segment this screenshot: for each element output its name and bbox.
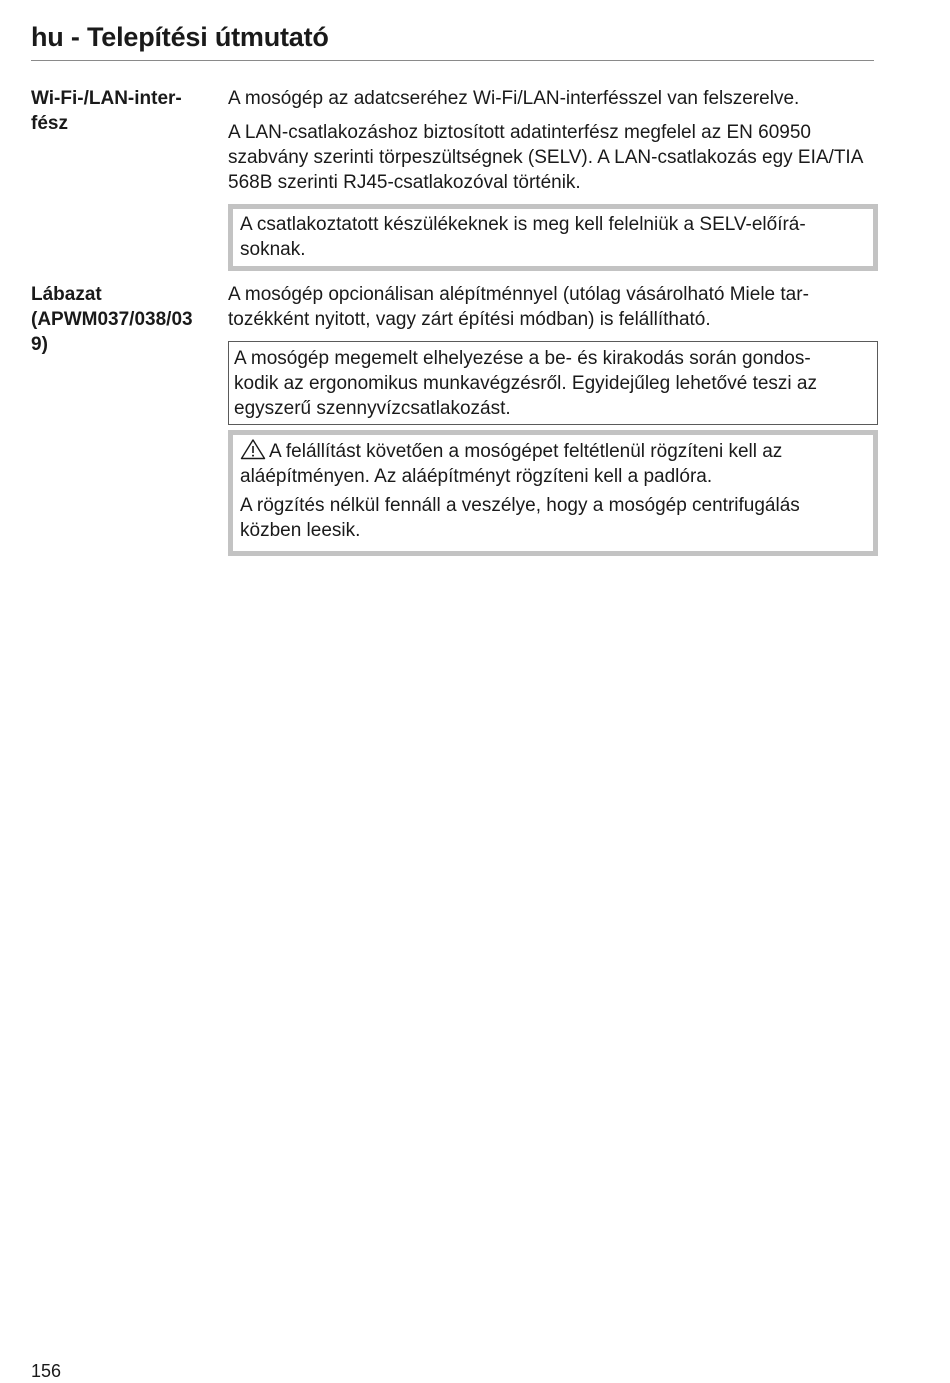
paragraph-substructure: A mosógép opcionálisan alépítménnyel (utólag vásárolható Miele tar- tozékként nyitott, vagy zárt építési módban) is felállítható. [228, 284, 809, 330]
info-box-ergonomics [228, 341, 878, 425]
paragraph-lan-selv: A LAN-csatlakozáshoz biztosított adatinterfész megfelel az EN 60950 szabvány szerinti törpeszültségnek (SELV). A LAN-csatlakozás egy EIA/TIA 568B szerinti RJ45-csatlakozóval történik. [228, 122, 863, 193]
section-label-wifi-lan [31, 86, 216, 136]
label-line: 9) [31, 334, 48, 355]
label-line: Wi-Fi-/LAN-inter- [31, 88, 182, 109]
label-line: (APWM037/038/03 [31, 309, 193, 330]
warning-paragraph-1 [240, 438, 865, 489]
warning-triangle-icon [240, 438, 266, 460]
warning-paragraph-2 [240, 493, 865, 543]
warning-text: A felállítást követően a mosógépet feltétlenül rögzíteni kell az [269, 441, 783, 462]
page-number: 156 [31, 1361, 62, 1381]
note-line: A csatlakoztatott készülékeknek is meg kell felelniük a SELV-előírá- [240, 214, 806, 235]
warning-text: közben leesik. [240, 520, 361, 541]
note-box-selv [228, 204, 878, 271]
warning-text: A rögzítés nélkül fennáll a veszélye, hogy a mosógép centrifugálás [240, 495, 800, 516]
warning-box-fixing [228, 430, 878, 556]
paragraph-wifi-intro: A mosógép az adatcseréhez Wi-Fi/LAN-interfésszel van felszerelve. [228, 88, 800, 109]
section-content-labazat [228, 282, 878, 566]
info-line: A mosógép megemelt elhelyezése a be- és kirakodás során gondos- [234, 348, 811, 369]
info-line: kodik az ergonomikus munkavégzésről. Egyidejűleg lehetővé teszi az [234, 373, 817, 394]
page-title: hu - Telepítési útmutató [31, 20, 874, 61]
info-line: egyszerű szennyvízcsatlakozást. [234, 398, 511, 419]
warning-text: aláépítményen. Az aláépítményt rögzíteni kell a padlóra. [240, 466, 713, 487]
label-line: Lábazat [31, 284, 102, 305]
section-content-wifi-lan [228, 86, 878, 281]
note-line: soknak. [240, 239, 306, 260]
section-label-labazat [31, 282, 216, 357]
label-line: fész [31, 113, 68, 134]
